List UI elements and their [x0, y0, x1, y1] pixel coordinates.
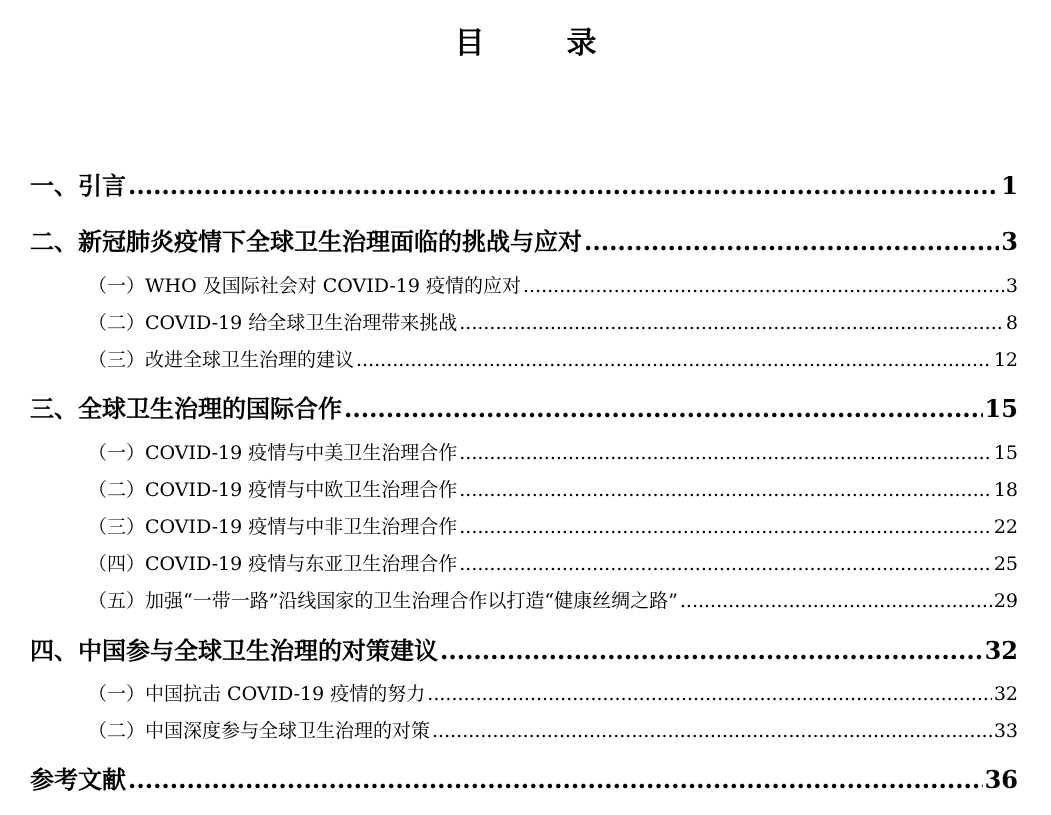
- toc-entry-4-1[interactable]: [88, 679, 1018, 706]
- dot-leader: [356, 349, 992, 371]
- toc-entry-label: （五）加强“一带一路”沿线国家的卫生治理合作以打造“健康丝绸之路”: [88, 590, 678, 612]
- toc-entry-label: 参考文献: [30, 765, 126, 794]
- dot-leader: [427, 683, 992, 705]
- toc-entry-label: 三、全球卫生治理的国际合作: [30, 394, 342, 423]
- toc-entry-label: （二）COVID-19 给全球卫生治理带来挑战: [88, 312, 458, 334]
- dot-leader: [459, 442, 992, 464]
- toc-entry-page: 15: [984, 394, 1018, 423]
- toc-entry-page: 8: [1005, 312, 1018, 334]
- toc-entry-chapter-2[interactable]: [30, 222, 1018, 257]
- toc-entry-chapter-3[interactable]: [30, 389, 1018, 424]
- toc-entry-2-2[interactable]: [88, 308, 1018, 335]
- toc-entry-page: 3: [1005, 275, 1018, 297]
- toc-entry-label: 四、中国参与全球卫生治理的对策建议: [30, 636, 438, 665]
- toc-entry-label: （三）COVID-19 疫情与中非卫生治理合作: [88, 516, 458, 538]
- dot-leader: [523, 275, 1004, 297]
- dot-leader: [680, 590, 992, 612]
- dot-leader: [459, 516, 992, 538]
- toc-entry-3-3[interactable]: [88, 512, 1018, 539]
- toc-entry-label: 一、引言: [30, 171, 126, 200]
- toc-entry-label: 二、新冠肺炎疫情下全球卫生治理面临的挑战与应对: [30, 227, 582, 256]
- dot-leader: [432, 720, 992, 742]
- dot-leader: [459, 312, 1004, 334]
- toc-entry-label: （二）中国深度参与全球卫生治理的对策: [88, 720, 431, 742]
- toc-entry-3-5[interactable]: [88, 586, 1018, 613]
- toc-entry-page: 29: [993, 590, 1018, 612]
- toc-entry-label: （三）改进全球卫生治理的建议: [88, 349, 355, 371]
- toc-entry-label: （一）COVID-19 疫情与中美卫生治理合作: [88, 442, 458, 464]
- toc-entry-page: 25: [993, 553, 1018, 575]
- toc-entry-page: 36: [984, 765, 1018, 794]
- toc-entry-3-1[interactable]: [88, 438, 1018, 465]
- toc-entry-references[interactable]: [30, 760, 1018, 795]
- toc-entry-3-4[interactable]: [88, 549, 1018, 576]
- toc-entry-page: 18: [993, 479, 1018, 501]
- toc-entry-3-2[interactable]: [88, 475, 1018, 502]
- dot-leader: [459, 479, 992, 501]
- toc-entry-page: 12: [993, 349, 1018, 371]
- toc-title: 目 录: [454, 26, 623, 61]
- toc-entry-page: 32: [984, 636, 1018, 665]
- dot-leader: [584, 227, 999, 256]
- toc-entry-label: （一）WHO 及国际社会对 COVID-19 疫情的应对: [88, 275, 521, 297]
- toc-entry-chapter-4[interactable]: [30, 631, 1018, 666]
- toc-entry-page: 33: [993, 720, 1018, 742]
- dot-leader: [440, 636, 983, 665]
- toc-entry-page: 1: [1001, 171, 1018, 200]
- toc-entry-page: 3: [1001, 227, 1018, 256]
- toc-entry-2-3[interactable]: [88, 345, 1018, 372]
- dot-leader: [128, 765, 983, 794]
- toc-entry-4-2[interactable]: [88, 716, 1018, 743]
- toc-entry-label: （一）中国抗击 COVID-19 疫情的努力: [88, 683, 426, 705]
- toc-entry-page: 15: [993, 442, 1018, 464]
- toc-entry-2-1[interactable]: [88, 271, 1018, 298]
- toc-entry-label: （二）COVID-19 疫情与中欧卫生治理合作: [88, 479, 458, 501]
- dot-leader: [459, 553, 992, 575]
- toc-entry-introduction[interactable]: [30, 166, 1018, 201]
- dot-leader: [128, 171, 999, 200]
- toc-entry-page: 32: [993, 683, 1018, 705]
- toc-entry-label: （四）COVID-19 疫情与东亚卫生治理合作: [88, 553, 458, 575]
- dot-leader: [344, 394, 983, 423]
- toc-entry-page: 22: [993, 516, 1018, 538]
